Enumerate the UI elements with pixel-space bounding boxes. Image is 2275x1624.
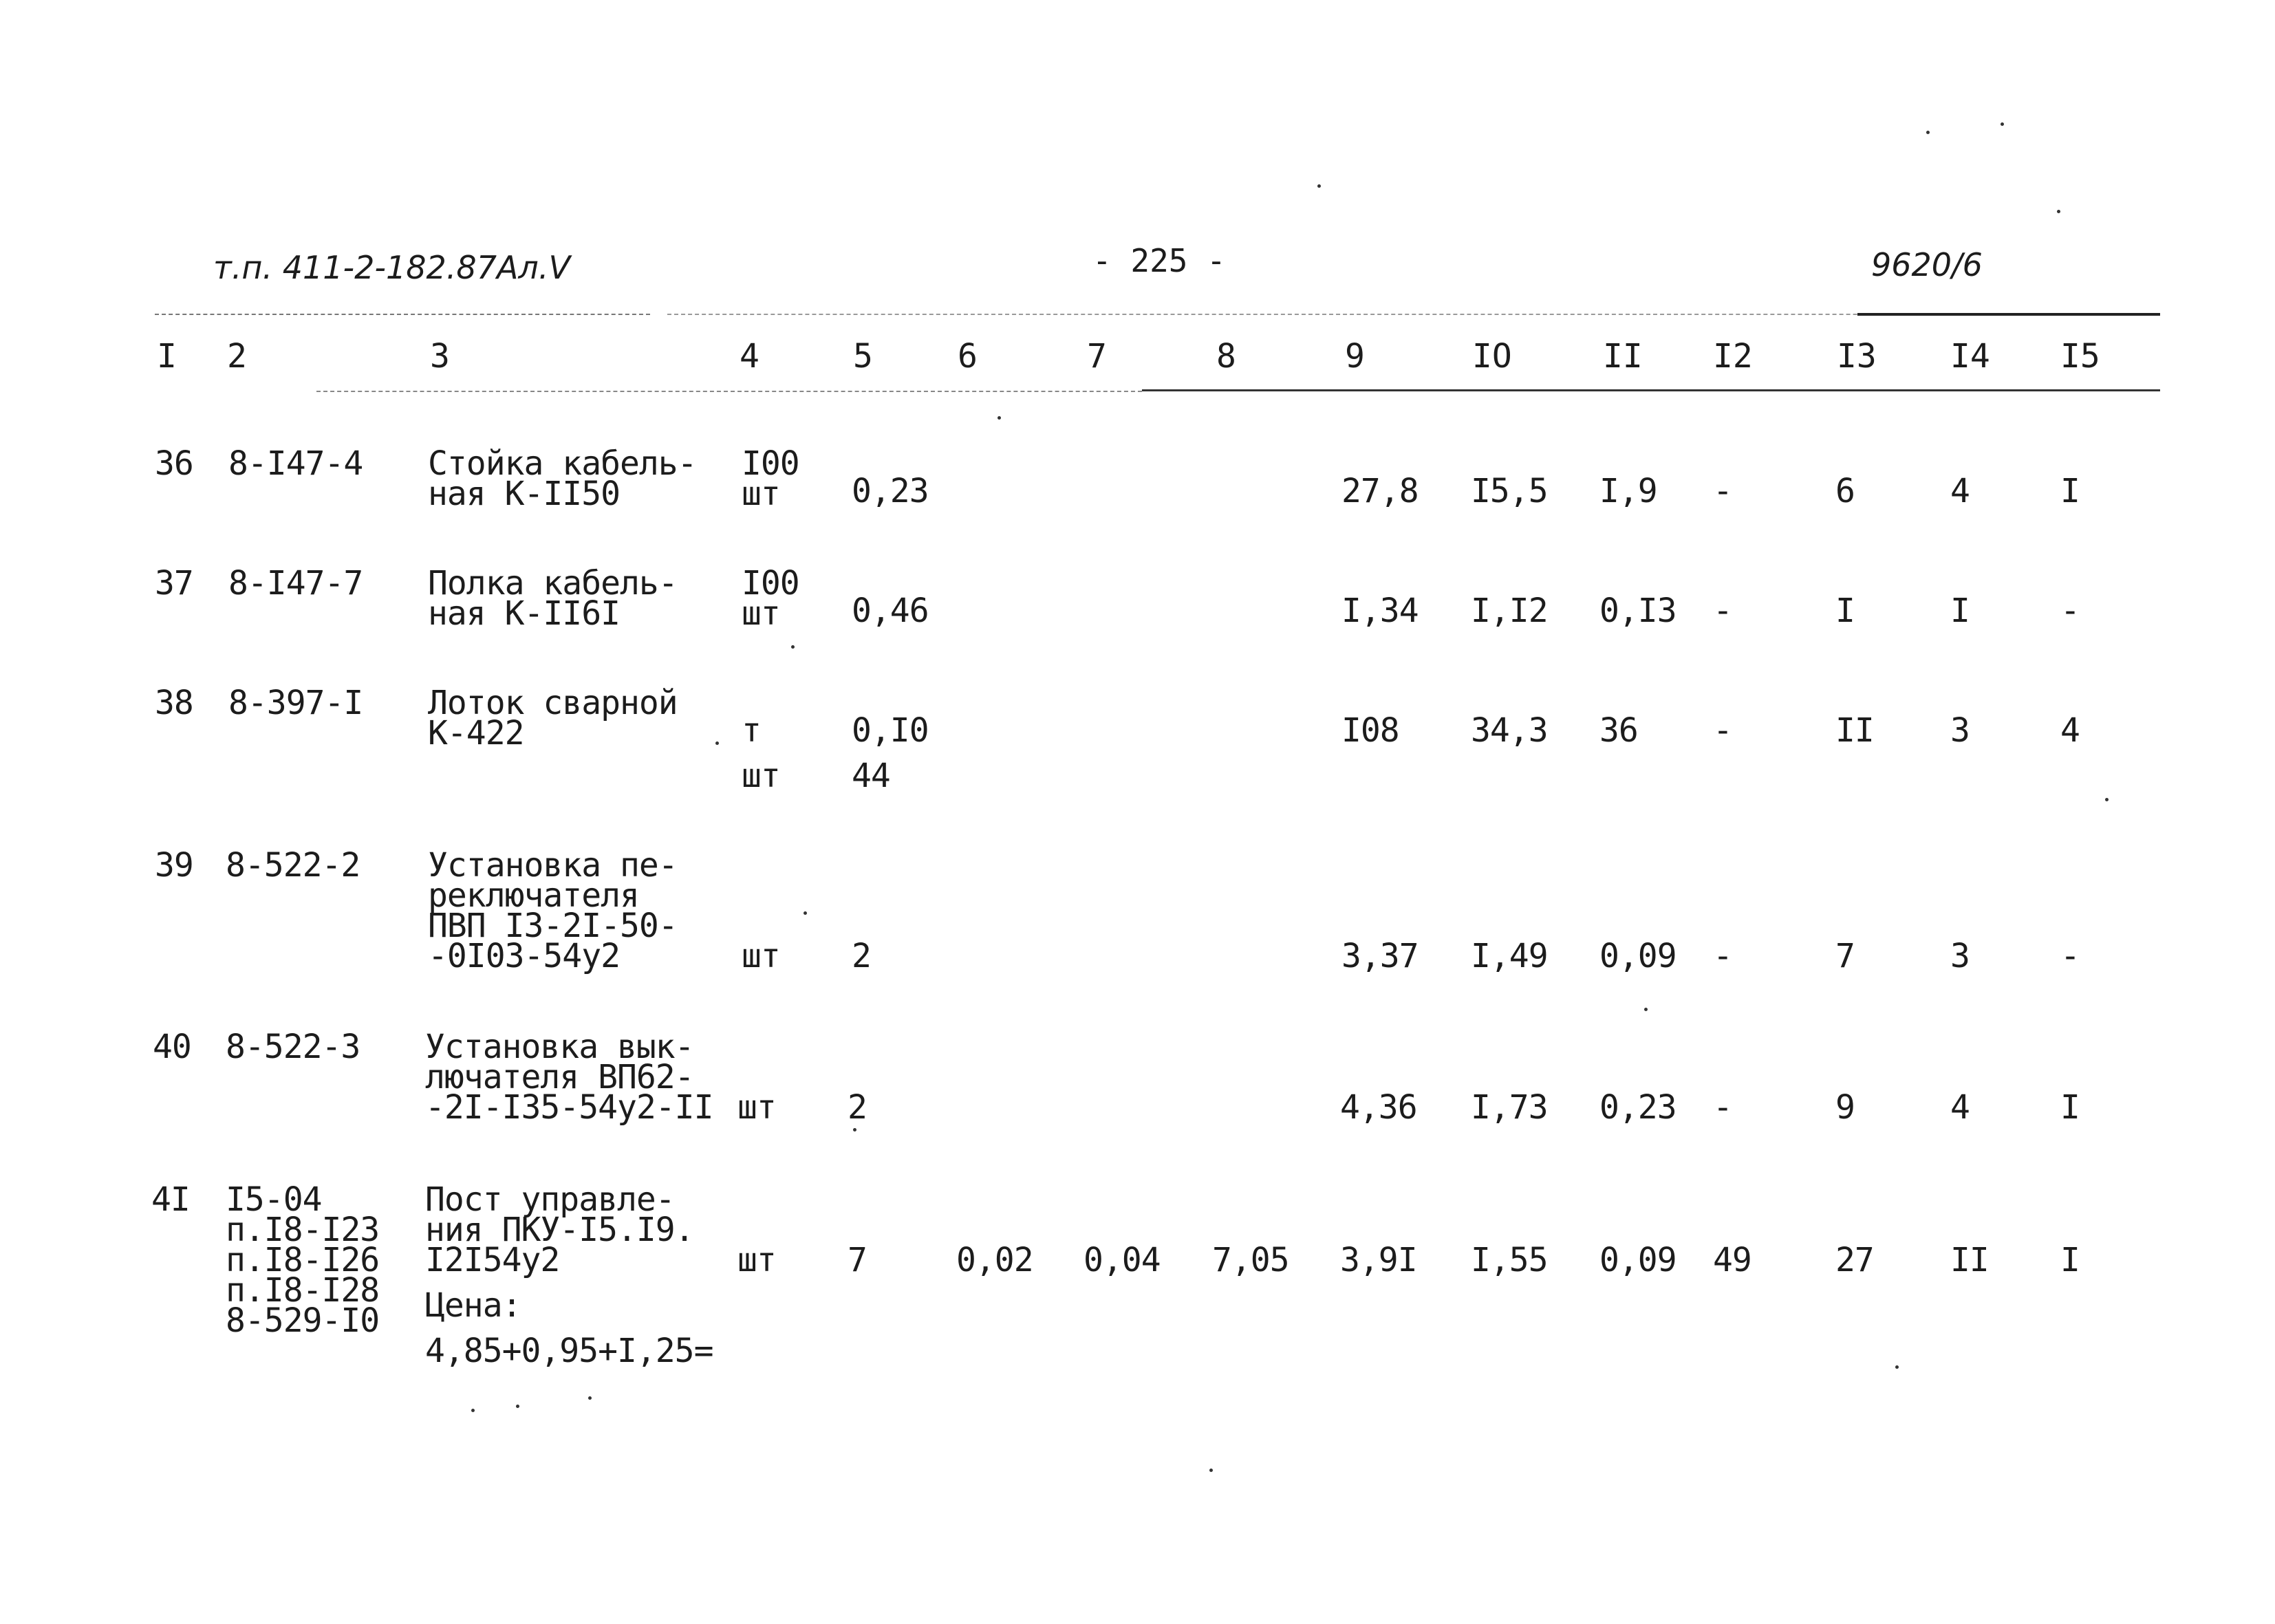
row-41-code: I5-04 п.I8-I23 п.I8-I26 п.I8-I28 8-529-I0 (226, 1180, 380, 1340)
row-41-desc: Пост управле- ния ПКУ-I5.I9. I2I54у2 (425, 1180, 694, 1279)
row-40-col11: 0,23 (1599, 1088, 1676, 1127)
col-header-14: I4 (1950, 337, 1990, 376)
row-41-col8: 7,05 (1212, 1241, 1289, 1279)
row-40-num: 40 (153, 1028, 191, 1066)
row-37-col15: - (2060, 592, 2080, 630)
col-header-15: I5 (2060, 337, 2100, 376)
row-39-col9: 3,37 (1341, 937, 1419, 975)
row-41-price-label: Цена: (425, 1286, 521, 1325)
scan-speck (516, 1405, 519, 1408)
col-header-13: I3 (1837, 337, 1877, 376)
row-40-col12: - (1713, 1088, 1732, 1127)
document-reference: т.п. 411-2-182.87Ал.V (213, 249, 570, 286)
scan-speck (998, 416, 1001, 420)
row-37-code: 8-I47-7 (228, 564, 363, 603)
col-header-10: IO (1472, 337, 1512, 376)
row-38-col5-2: 44 (852, 757, 890, 795)
row-39-num: 39 (155, 846, 193, 885)
col-header-12: I2 (1713, 337, 1753, 376)
row-39-col5: 2 (852, 937, 871, 975)
row-37-num: 37 (155, 564, 193, 603)
row-38-unit-2: шт (742, 757, 780, 795)
row-38-col14: 3 (1950, 711, 1970, 750)
row-41-col12: 49 (1713, 1241, 1751, 1279)
row-39-code: 8-522-2 (226, 846, 360, 885)
row-36-col9: 27,8 (1341, 472, 1419, 510)
scan-speck (1644, 1008, 1648, 1011)
row-40-col9: 4,36 (1340, 1088, 1417, 1127)
scan-speck (1895, 1365, 1899, 1369)
scan-speck (715, 741, 719, 745)
row-37-col12: - (1713, 592, 1732, 630)
scan-speck (588, 1396, 592, 1400)
row-40-code: 8-522-3 (226, 1028, 360, 1066)
row-37-desc: Полка кабель- ная К-II6I (428, 564, 678, 633)
row-38-col12: - (1713, 711, 1732, 750)
scan-speck (853, 1128, 856, 1132)
col-header-1: I (157, 337, 177, 376)
row-40-col15: I (2060, 1088, 2080, 1127)
row-40-col10: I,73 (1471, 1088, 1548, 1127)
row-37-col14: I (1950, 592, 1970, 630)
row-40-col5: 2 (848, 1088, 867, 1127)
row-39-col14: 3 (1950, 937, 1970, 975)
row-41-price-formula: 4,85+0,95+I,25= (425, 1332, 713, 1370)
row-36-col13: 6 (1835, 472, 1855, 510)
col-header-6: 6 (958, 337, 978, 376)
row-40-col14: 4 (1950, 1088, 1970, 1127)
page-number: - 225 - (1092, 242, 1226, 279)
col-header-9: 9 (1345, 337, 1365, 376)
scan-speck (804, 911, 807, 915)
header-rule-dashed (316, 391, 1142, 392)
row-37-col9: I,34 (1341, 592, 1419, 630)
row-41-col9: 3,9I (1340, 1241, 1417, 1279)
row-36-num: 36 (155, 444, 193, 483)
scan-speck (471, 1409, 475, 1412)
scan-speck (2105, 798, 2109, 801)
row-37-col11: 0,I3 (1599, 592, 1676, 630)
top-rule-right (1857, 313, 2160, 316)
row-36-col15: I (2060, 472, 2080, 510)
row-39-col12: - (1713, 937, 1732, 975)
row-39-col13: 7 (1835, 937, 1855, 975)
row-39-unit: шт (742, 937, 780, 975)
row-41-col6: 0,02 (956, 1241, 1033, 1279)
row-36-desc: Стойка кабель- ная К-II50 (428, 444, 697, 513)
row-38-unit: т (742, 711, 761, 750)
row-41-col13: 27 (1835, 1241, 1874, 1279)
row-41-col10: I,55 (1471, 1241, 1548, 1279)
row-41-col14: II (1950, 1241, 1989, 1279)
row-41-num: 4I (151, 1180, 190, 1219)
top-rule-left (155, 314, 650, 315)
row-37-col10: I,I2 (1471, 592, 1548, 630)
row-36-col10: I5,5 (1471, 472, 1548, 510)
col-header-2: 2 (227, 337, 247, 376)
scan-speck (1209, 1469, 1213, 1472)
scan-speck (2057, 210, 2060, 213)
col-header-3: 3 (430, 337, 450, 376)
row-38-col10: 34,3 (1471, 711, 1548, 750)
row-40-col13: 9 (1835, 1088, 1855, 1127)
row-36-col11: I,9 (1599, 472, 1657, 510)
row-38-num: 38 (155, 684, 193, 722)
scan-speck (1926, 131, 1930, 134)
row-39-desc: Установка пе- реключателя ПВП I3-2I-50- -0I03-54у2 (428, 846, 678, 975)
row-41-col11: 0,09 (1599, 1241, 1676, 1279)
row-41-col7: 0,04 (1083, 1241, 1161, 1279)
header-rule-solid (1142, 389, 2160, 391)
row-37-col5: 0,46 (852, 592, 929, 630)
row-37-col13: I (1835, 592, 1855, 630)
top-rule-middle (667, 314, 1974, 315)
row-39-col10: I,49 (1471, 937, 1548, 975)
row-38-desc: Лоток сварной К-422 (428, 684, 678, 753)
row-36-col12: - (1713, 472, 1732, 510)
row-36-col5: 0,23 (852, 472, 929, 510)
row-40-unit: шт (737, 1088, 776, 1127)
row-41-unit: шт (737, 1241, 776, 1279)
row-38-col15: 4 (2060, 711, 2080, 750)
col-header-8: 8 (1216, 337, 1236, 376)
sheet-code: 9620/6 (1871, 246, 1983, 283)
col-header-11: II (1603, 337, 1643, 376)
col-header-7: 7 (1087, 337, 1107, 376)
row-38-col5: 0,I0 (852, 711, 929, 750)
col-header-5: 5 (853, 337, 873, 376)
row-39-col15: - (2060, 937, 2080, 975)
row-38-col11: 36 (1599, 711, 1638, 750)
row-40-desc: Установка вык- лючателя ВП62- -2I-I35-54у2-II (425, 1028, 713, 1127)
row-38-col9: I08 (1341, 711, 1399, 750)
row-39-col11: 0,09 (1599, 937, 1676, 975)
scan-speck (791, 645, 795, 649)
row-41-col5: 7 (848, 1241, 867, 1279)
row-36-col14: 4 (1950, 472, 1970, 510)
row-41-col15: I (2060, 1241, 2080, 1279)
col-header-4: 4 (740, 337, 759, 376)
row-37-unit: I00 шт (742, 564, 799, 633)
row-36-unit: I00 шт (742, 444, 799, 513)
row-36-code: 8-I47-4 (228, 444, 363, 483)
scan-speck (2001, 122, 2004, 126)
row-38-col13: II (1835, 711, 1874, 750)
scan-speck (1317, 184, 1321, 188)
row-38-code: 8-397-I (228, 684, 363, 722)
